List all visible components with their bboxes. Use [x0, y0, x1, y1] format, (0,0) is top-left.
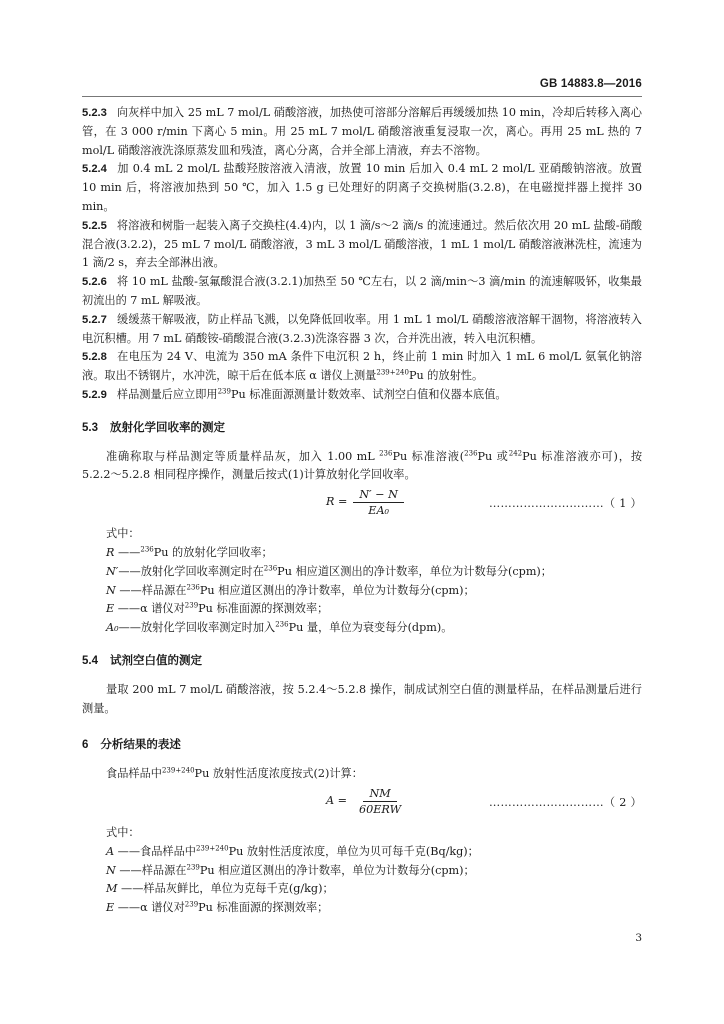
- page-number: 3: [635, 932, 642, 944]
- step-number: 5.2.5: [82, 219, 107, 232]
- formula-1: [82, 487, 642, 521]
- definition-row: M ——样品灰鲜比，单位为克每千克(g/kg)；: [106, 882, 334, 896]
- formula-denominator: EA₀: [368, 504, 390, 518]
- document-body: [82, 104, 642, 918]
- step-number: 5.2.4: [82, 163, 107, 176]
- formula-numerator: N′ − N: [353, 487, 404, 503]
- section-title: 分析结果的表述: [100, 739, 181, 752]
- step-text: 将溶液和树脂一起装入离子交换柱(4.4)内，以 1 滴/s～2 滴/s 的流速通过。然后依次用 20 mL 盐酸-硝酸混合液(3.2.2)，25 mL 7 mol/L 硝酸溶液，3 mL 3 mol/L 硝酸溶液，1 mL 1 mol/L 硝酸溶液淋洗柱，流速为 1 滴/2 s，弃去全部淋出液。: [82, 218, 642, 270]
- symbol-definitions-2: [82, 843, 642, 918]
- step-number: 5.2.7: [82, 313, 107, 326]
- definition-row: R ——$^{236}$Pu 的放射化学回收率；: [106, 545, 273, 559]
- definition-row: A₀——放射化学回收率测定时加入$^{236}$Pu 量，单位为衰变每分(dpm)。: [106, 620, 453, 635]
- step-text: 在电压为 24 V、电流为 350 mA 条件下电沉积 2 h，终止前 1 min 时加入 1 mL 6 mol/L 氨氧化钠溶液。取出不锈钢片，水冲洗，晾干后在低本底 α 谱仪上测量: [82, 350, 642, 383]
- step-5-2-5: [82, 217, 642, 273]
- header-rule: [82, 96, 642, 97]
- section-title: 试剂空白值的测定: [110, 654, 202, 667]
- section-number: 5.4: [82, 654, 98, 667]
- step-5-2-4: [82, 160, 642, 216]
- section-number: 6: [82, 739, 89, 752]
- isotope-mass: 239: [217, 387, 231, 396]
- step-number: 5.2.3: [82, 107, 107, 119]
- formula-2: [82, 786, 642, 820]
- step-text: 将 10 mL 盐酸-氢氟酸混合液(3.2.1)加热至 50 ℃左右，以 2 滴/min～3 滴/min 的流速解吸钚，收集最初流出的 7 mL 解吸液。: [82, 275, 642, 307]
- section-5-4-paragraph: 量取 200 mL 7 mol/L 硝酸溶液，按 5.2.4～5.2.8 操作，制成试剂空白值的测量样品，在样品测量后进行测量。: [82, 682, 642, 715]
- definition-row: E ——α 谱仪对$^{239}$Pu 标准面源的探测效率；: [106, 601, 329, 616]
- step-text: 缓缓蒸干解吸液，防止样品飞溅，以免降低回收率。用 1 mL 1 mol/L 硝酸溶液溶解干涸物，将溶液转入电沉积槽。用 7 mL 硝酸铵-硝酸混合液(3.2.3)洗涤容器 3 次，合并洗出液，转入电沉积槽。: [82, 312, 642, 345]
- definition-row: A ——食品样品中$^{239+240}$Pu 放射性活度浓度，单位为贝可每千克(Bq/kg)；: [106, 843, 479, 858]
- step-5-2-3: [82, 104, 642, 160]
- section-5-3-paragraph: 准确称取与样品测定等质量样品灰，加入 1.00 mL $^{236}$Pu 标准溶液($^{236}$Pu 或$^{242}$Pu 标准溶液亦可)，按 5.2.2～5.2.8 相同程序操作，测量后按式(1)计算放射化学回收率。: [82, 448, 643, 482]
- symbol-definitions-1: [82, 544, 642, 638]
- step-number: 5.2.6: [82, 276, 107, 289]
- definition-row: N ——样品源在$^{239}$Pu 相应道区测出的净计数率，单位为计数每分(cpm)；: [106, 862, 475, 877]
- step-text: 加 0.4 mL 2 mol/L 盐酸羟胺溶液入清液，放置 10 min 后加入 0.4 mL 2 mol/L 亚硝酸钠溶液。放置 10 min 后，将溶液加热到 50 ℃，加入 1.5 g 已处理好的阴离子交换树脂(3.2.8)，在电磁搅拌器上搅拌 30 min。: [82, 162, 642, 213]
- standard-code: GB 14883.8—2016: [539, 78, 642, 90]
- step-text: 向灰样中加入 25 mL 7 mol/L 硝酸溶液，加热使可溶部分溶解后再缓缓加热 10 min，冷却后转移入离心管，在 3 000 r/min 下离心 5 min。用 25 mL 7 mol/L 硝酸溶液重复浸取一次，离心。再用 25 mL 热的 7 mol/L 硝酸溶液洗涤原蒸发皿和残渣，离心分离，合并全部上清液，弃去不溶物。: [82, 106, 642, 157]
- isotope-mass: 239+240: [376, 368, 409, 377]
- formula-lhs: A =: [326, 794, 348, 807]
- step-number: 5.2.9: [82, 388, 107, 401]
- definition-row: E ——α 谱仪对$^{239}$Pu 标准面源的探测效率；: [106, 900, 329, 915]
- section-6-paragraph: 食品样品中$^{239+240}$Pu 放射性活度浓度按式(2)计算：: [106, 766, 363, 781]
- section-5-4-heading: [82, 652, 642, 671]
- step-text: Pu 的放射性。: [408, 369, 484, 383]
- step-number: 5.2.8: [82, 351, 107, 364]
- formula-denominator: 60ERW: [359, 802, 402, 816]
- section-6-heading: [82, 736, 642, 755]
- step-5-2-6: [82, 273, 642, 311]
- formula-number: …………………………（ 2 ）: [489, 795, 642, 809]
- step-text: Pu 标准面源测量计数效率、试剂空白值和仪器本底值。: [230, 387, 507, 401]
- definition-row: N ——样品源在$^{236}$Pu 相应道区测出的净计数率，单位为计数每分(cpm)；: [106, 582, 475, 597]
- where-label: 式中：: [106, 527, 140, 541]
- formula-number: …………………………（ 1 ）: [489, 497, 642, 511]
- definition-row: N′——放射化学回收率测定时在$^{236}$Pu 相应道区测出的净计数率，单位为计数每分(cpm)；: [106, 564, 552, 578]
- steps-list: [82, 104, 642, 405]
- where-label: 式中：: [106, 825, 140, 839]
- section-5-3-heading: [82, 419, 642, 438]
- section-number: 5.3: [82, 421, 98, 434]
- step-5-2-8: [82, 348, 642, 386]
- formula-numerator: NM: [363, 786, 396, 802]
- step-5-2-7: [82, 311, 642, 349]
- step-text: 样品测量后应立即用: [116, 387, 218, 401]
- formula-lhs: R =: [326, 495, 348, 509]
- step-5-2-9: [82, 386, 642, 405]
- section-title: 放射化学回收率的测定: [110, 421, 225, 434]
